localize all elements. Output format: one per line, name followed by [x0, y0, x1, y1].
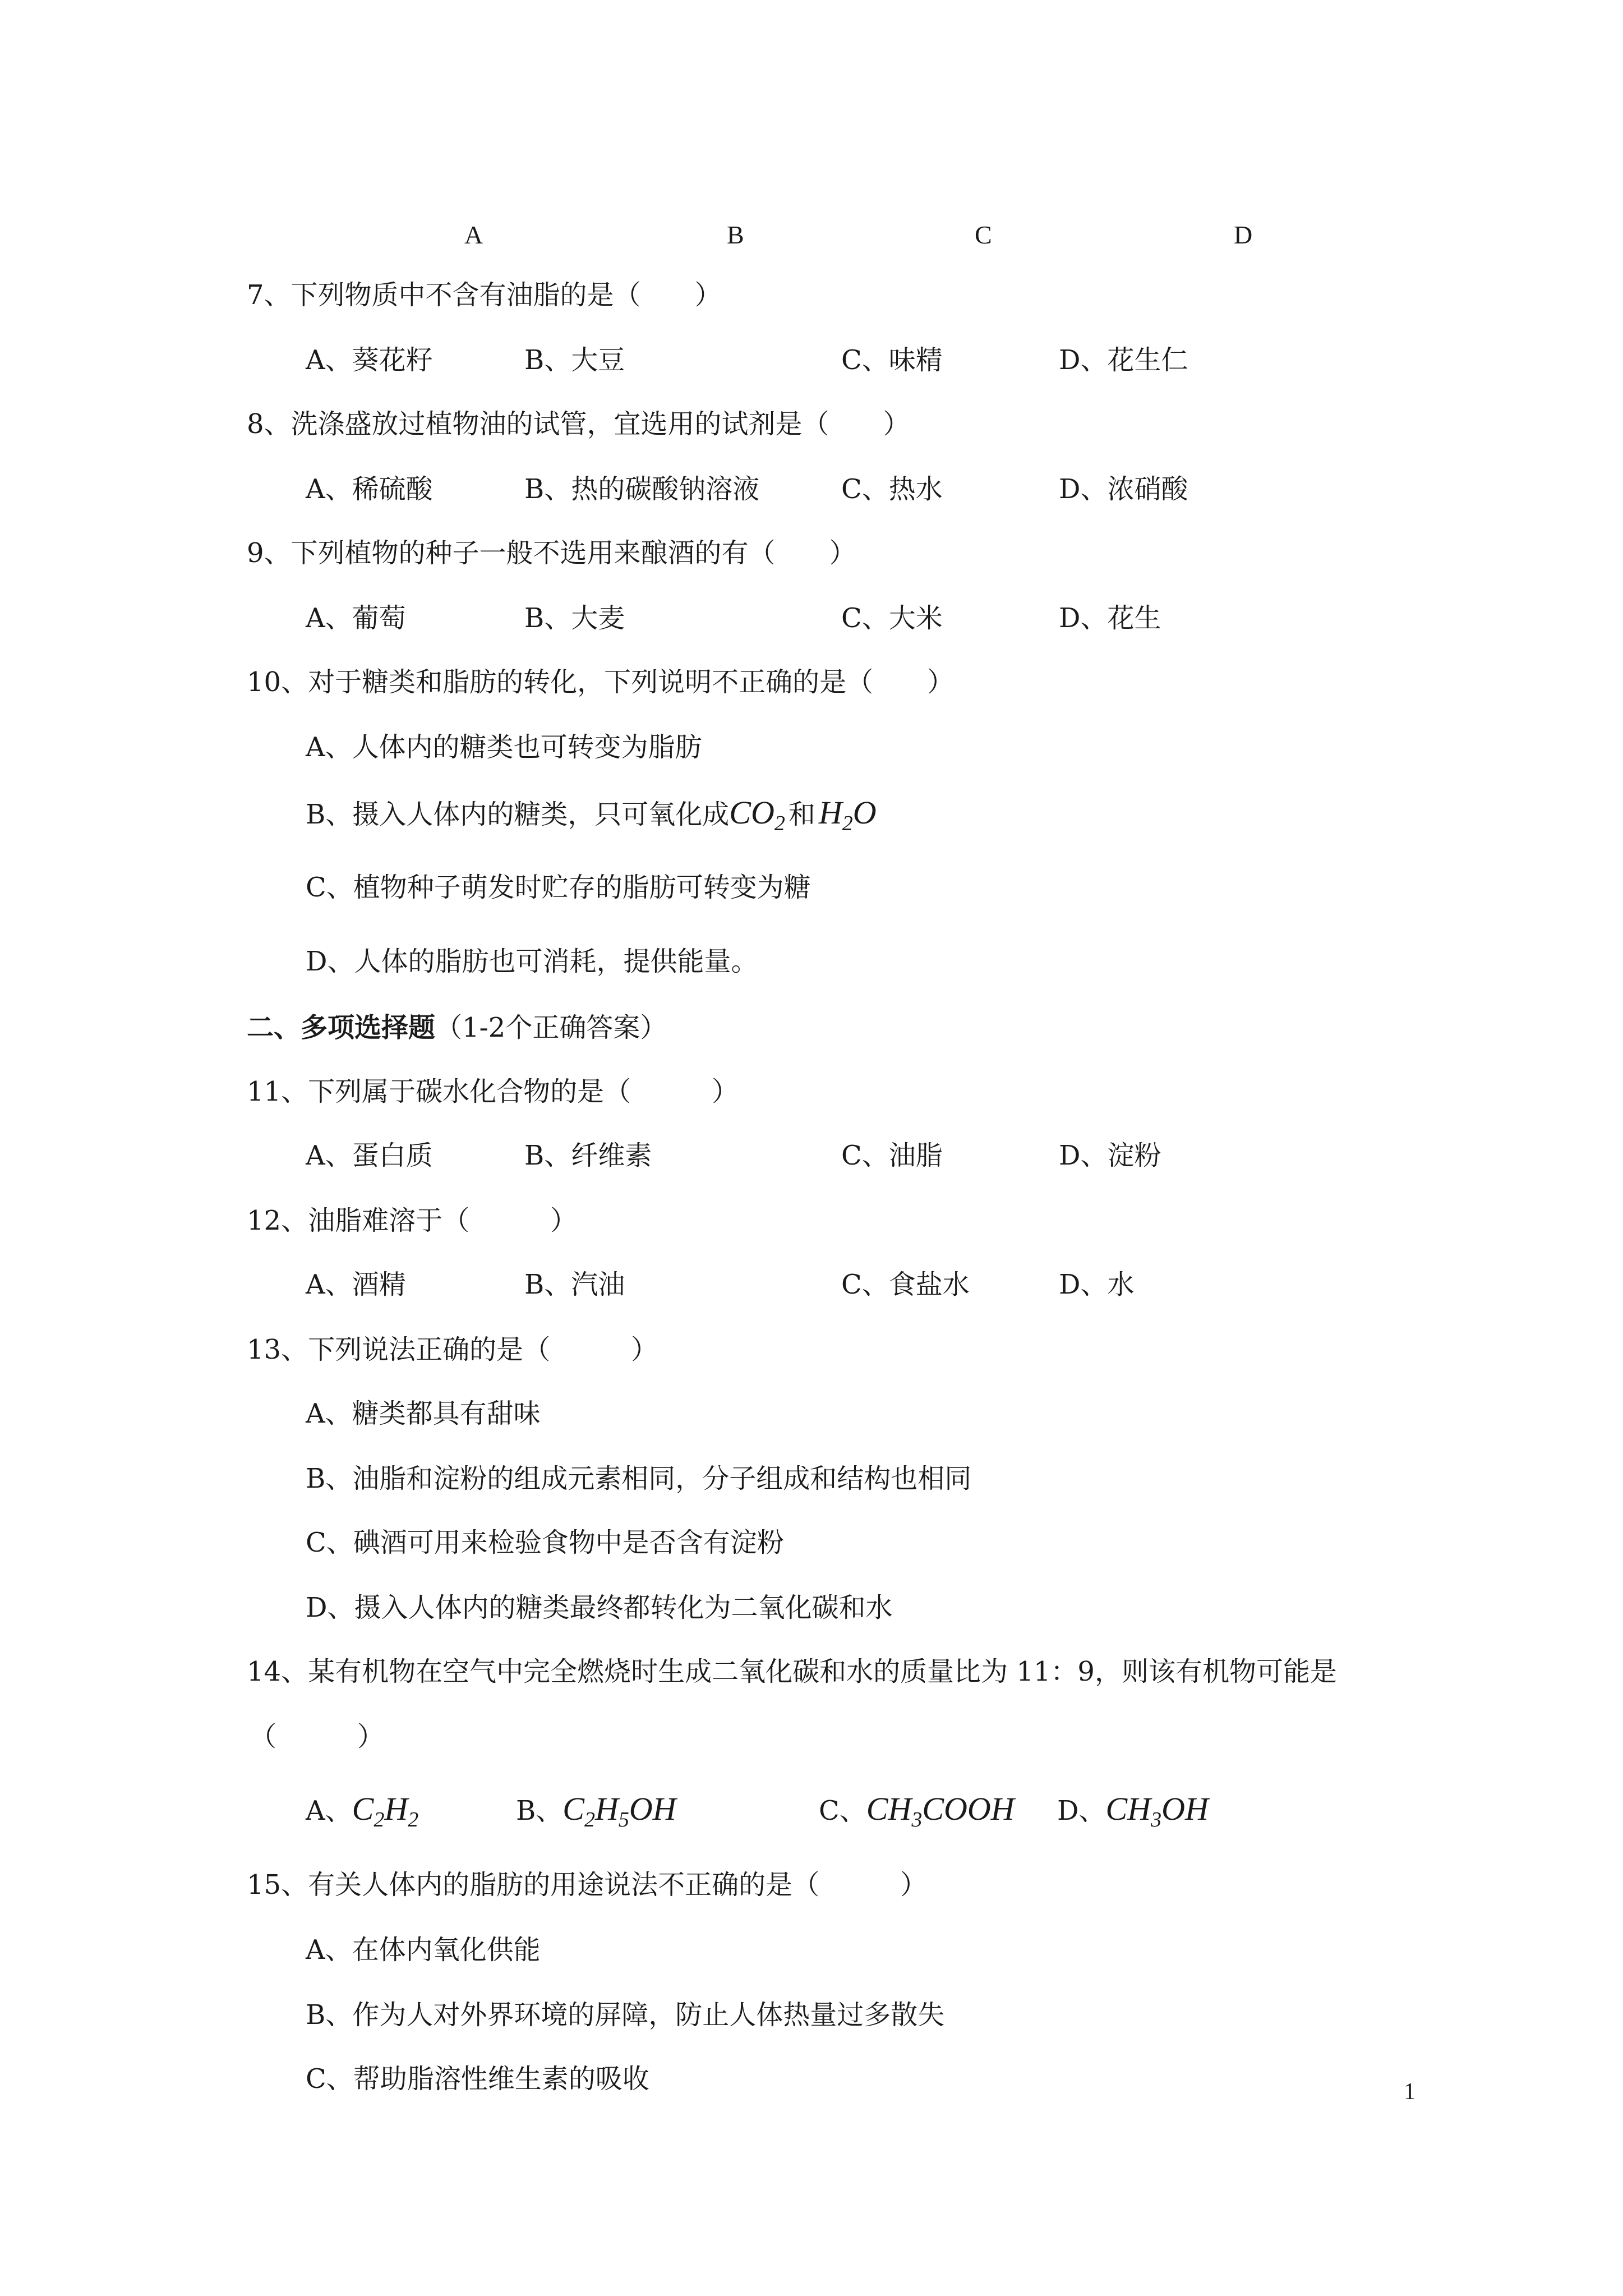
page-number: 1: [1404, 2079, 1415, 2105]
question-12-option-a: A、酒精: [306, 1269, 406, 1300]
question-14-option-d: D、$CH_3OH$: [1057, 1791, 1209, 1832]
question-7-option-b: B、大豆: [524, 344, 625, 376]
formula-c2h5oh: $C_2H_5OH$: [562, 1791, 676, 1832]
question-8-option-c: C、热水: [841, 473, 943, 505]
image-label-a: A: [464, 220, 483, 249]
question-13-option-c: C、碘酒可用来检验食物中是否含有淀粉: [306, 1527, 784, 1558]
question-12-option-d: D、水: [1059, 1269, 1135, 1300]
image-label-d: D: [1234, 220, 1253, 249]
formula-h2o: $H_2O$: [818, 794, 877, 835]
section-2-note: （1-2个正确答案）: [435, 1012, 667, 1043]
question-10-option-c: C、植物种子萌发时贮存的脂肪可转变为糖: [306, 872, 811, 903]
question-8-option-a: A、稀硫酸: [306, 473, 433, 505]
question-13-stem: 13、下列说法正确的是（ ）: [247, 1334, 658, 1365]
question-15-option-b: B、作为人对外界环境的屏障，防止人体热量过多散失: [306, 1999, 945, 2031]
question-12-option-b: B、汽油: [524, 1269, 625, 1300]
question-7-stem: 7、下列物质中不含有油脂的是（ ）: [247, 279, 722, 311]
question-9-option-a: A、葡萄: [306, 602, 406, 634]
image-label-c: C: [975, 220, 992, 249]
question-14-option-a: A、$C_2H_2$: [306, 1791, 419, 1832]
section-2-title: 二、多项选择题: [247, 1012, 436, 1043]
question-13-option-d: D、摄入人体内的糖类最终都转化为二氧化碳和水: [306, 1592, 893, 1623]
question-10-option-a: A、人体内的糖类也可转变为脂肪: [306, 731, 702, 763]
image-label-b: B: [727, 220, 744, 249]
question-11-option-d: D、淀粉: [1059, 1140, 1161, 1171]
question-7-option-c: C、味精: [841, 344, 943, 376]
question-15-option-a: A、在体内氧化供能: [306, 1934, 541, 1966]
question-10-stem: 10、对于糖类和脂肪的转化，下列说明不正确的是（ ）: [247, 666, 955, 698]
question-13-option-a: A、糖类都具有甜味: [306, 1398, 541, 1429]
question-9-option-d: D、花生: [1059, 602, 1161, 634]
question-13-option-b: B、油脂和淀粉的组成元素相同，分子组成和结构也相同: [306, 1463, 972, 1494]
question-10-option-b-and: 和: [788, 799, 815, 830]
question-9-option-b: B、大麦: [524, 602, 625, 634]
question-10-option-b-text: B、摄入人体内的糖类，只可氧化成: [306, 799, 730, 830]
question-12-stem: 12、油脂难溶于（ ）: [247, 1205, 578, 1236]
question-14-paren: （ ）: [250, 1721, 385, 1752]
question-8-option-b: B、热的碳酸钠溶液: [524, 473, 760, 505]
question-11-stem: 11、下列属于碳水化合物的是（ ）: [247, 1076, 739, 1107]
question-7-option-a: A、葵花籽: [306, 344, 433, 376]
question-8-option-d: D、浓硝酸: [1059, 473, 1188, 505]
question-15-option-c: C、帮助脂溶性维生素的吸收: [306, 2063, 649, 2095]
question-9-option-c: C、大米: [841, 602, 943, 634]
question-11-option-b: B、纤维素: [524, 1140, 652, 1171]
question-10-option-d: D、人体的脂肪也可消耗，提供能量。: [306, 946, 758, 977]
question-11-option-a: A、蛋白质: [306, 1140, 433, 1171]
question-12-option-c: C、食盐水: [841, 1269, 970, 1300]
question-8-stem: 8、洗涤盛放过植物油的试管，宜选用的试剂是（ ）: [247, 408, 910, 440]
question-15-stem: 15、有关人体内的脂肪的用途说法不正确的是（ ）: [247, 1869, 928, 1901]
question-14-option-c: C、$CH_3COOH$: [819, 1791, 1015, 1832]
formula-co2: $CO_2$: [729, 794, 785, 835]
question-14-option-b: B、$C_2H_5OH$: [516, 1791, 676, 1832]
section-2-heading: [247, 1014, 667, 1041]
question-10-option-b: [306, 794, 877, 835]
question-7-option-d: D、花生仁: [1059, 344, 1188, 376]
formula-ch3cooh: $CH_3COOH$: [866, 1791, 1015, 1832]
question-9-stem: 9、下列植物的种子一般不选用来酿酒的有（ ）: [247, 537, 856, 569]
formula-ch3oh: $CH_3OH$: [1105, 1791, 1209, 1832]
question-11-option-c: C、油脂: [841, 1140, 943, 1171]
formula-c2h2: $C_2H_2$: [352, 1791, 419, 1832]
question-14-stem: 14、某有机物在空气中完全燃烧时生成二氧化碳和水的质量比为 11：9，则该有机物可能是: [247, 1656, 1337, 1687]
